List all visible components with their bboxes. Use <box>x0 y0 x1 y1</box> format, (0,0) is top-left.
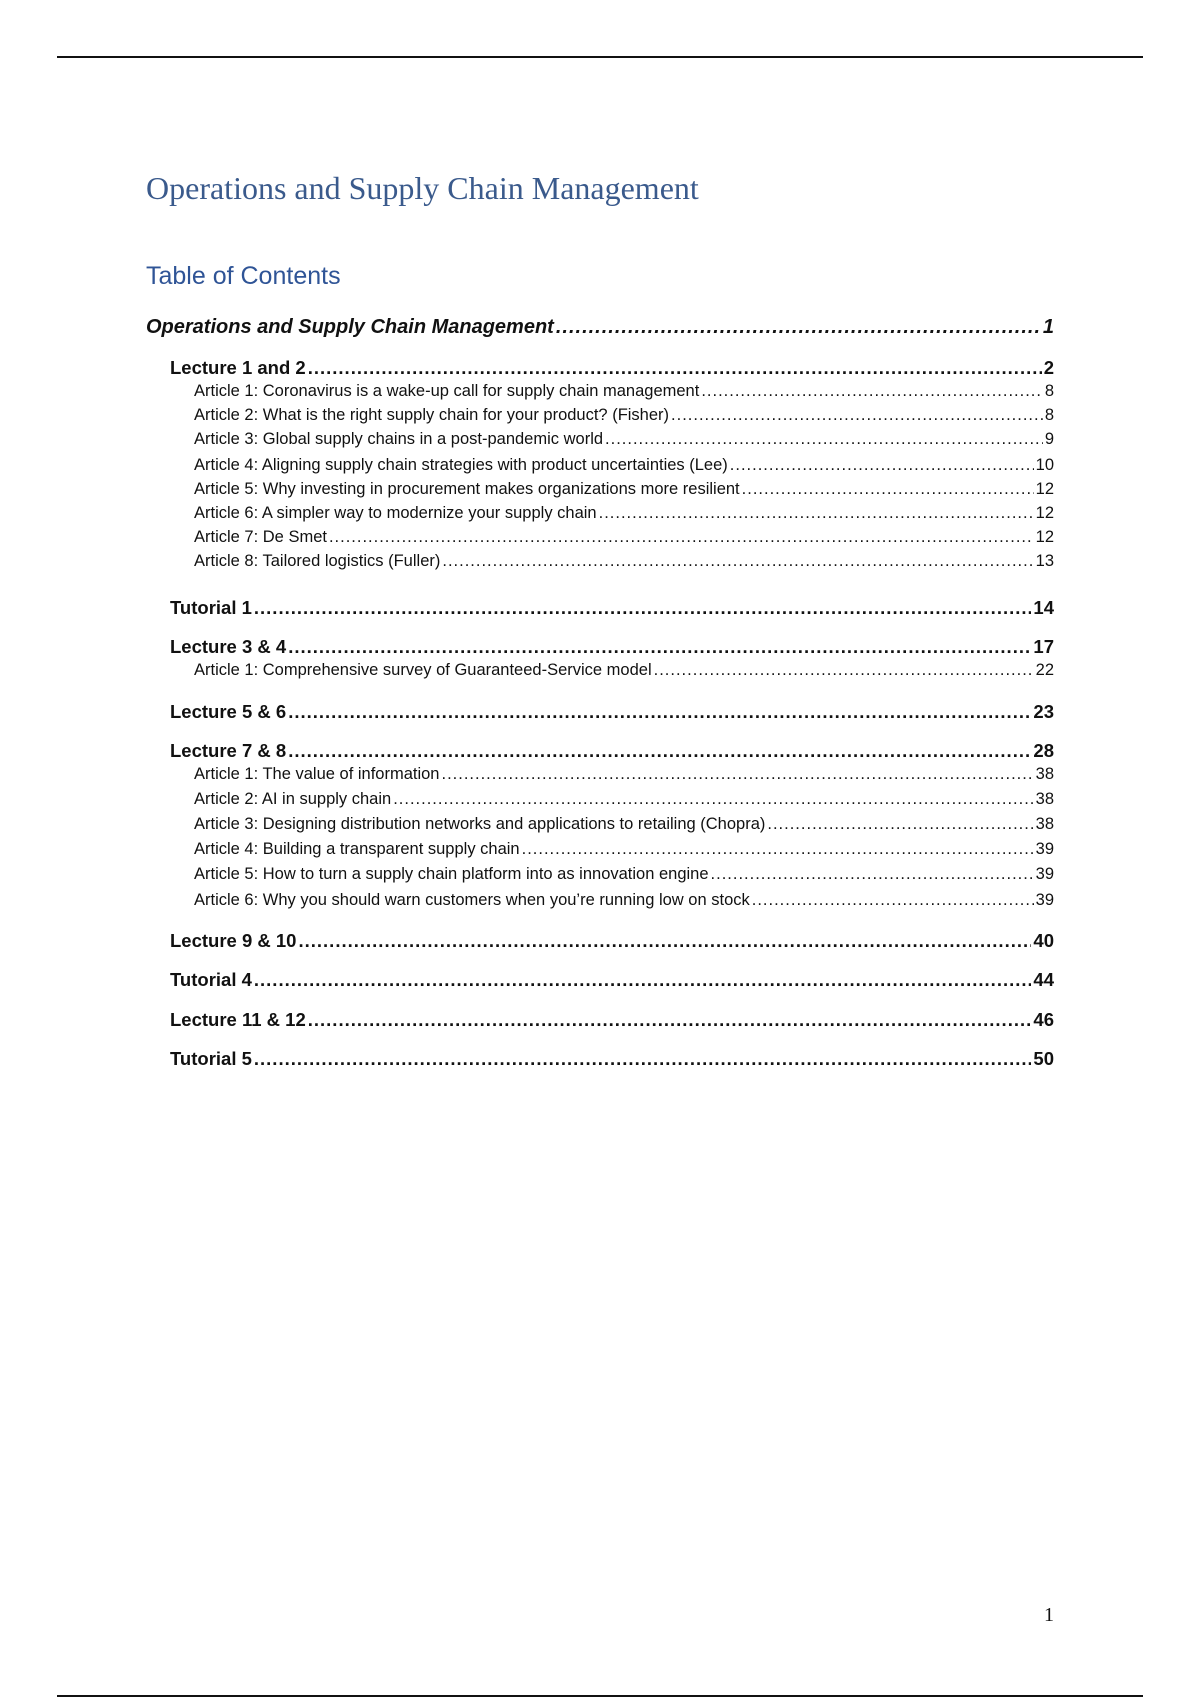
toc-entry-section[interactable] <box>170 597 1054 619</box>
toc-entry-section[interactable] <box>170 636 1054 658</box>
toc-entry-title: Lecture 5 & 6 <box>170 701 287 722</box>
toc-entry-title: Article 1: Comprehensive survey of Guaranteed-Service model <box>194 661 652 679</box>
toc-entry-page: 39 <box>1035 865 1054 883</box>
dot-leader <box>254 1048 1032 1070</box>
toc-entry-title: Lecture 9 & 10 <box>170 930 297 951</box>
toc-entry-page: 39 <box>1035 840 1054 858</box>
document-title: Operations and Supply Chain Management <box>146 170 699 206</box>
toc-entry-title: Article 2: AI in supply chain <box>194 790 392 808</box>
dot-leader <box>254 597 1032 619</box>
toc-entry-page: 10 <box>1035 456 1054 474</box>
toc-entry-page: 14 <box>1033 597 1054 618</box>
dot-leader <box>308 1009 1032 1031</box>
dot-leader <box>752 891 1034 910</box>
toc-entry-article[interactable] <box>194 382 1054 401</box>
toc-entry-section[interactable] <box>170 701 1054 723</box>
dot-leader <box>605 430 1043 449</box>
dot-leader <box>288 740 1031 762</box>
dot-leader <box>288 701 1031 723</box>
toc-entry-title: Article 8: Tailored logistics (Fuller) <box>194 552 441 570</box>
toc-entry-article[interactable] <box>194 552 1054 571</box>
dot-leader <box>329 528 1034 547</box>
toc-entry-title: Article 4: Building a transparent supply chain <box>194 840 520 858</box>
toc-entry-page: 38 <box>1035 815 1054 833</box>
toc-entry-page: 12 <box>1035 504 1054 522</box>
toc-entry-article[interactable] <box>194 456 1054 475</box>
dot-leader <box>556 316 1041 339</box>
toc-entry-page: 38 <box>1035 790 1054 808</box>
toc-entry-title: Article 1: Coronavirus is a wake-up call for supply chain management <box>194 382 700 400</box>
toc-entry-page: 12 <box>1035 480 1054 498</box>
toc-entry-article[interactable] <box>194 480 1054 499</box>
toc-entry-article[interactable] <box>194 528 1054 547</box>
toc-entry-page: 40 <box>1033 930 1054 951</box>
toc-entry-page: 1 <box>1042 316 1054 338</box>
dot-leader <box>393 790 1033 809</box>
toc-entry-page: 28 <box>1033 740 1054 761</box>
footer-rule <box>57 1695 1143 1697</box>
toc-entry-page: 46 <box>1033 1009 1054 1030</box>
toc-heading: Table of Contents <box>146 262 341 290</box>
dot-leader <box>254 969 1032 991</box>
dot-leader <box>442 765 1034 784</box>
dot-leader <box>442 552 1033 571</box>
toc-entry-page: 8 <box>1044 382 1054 400</box>
toc-entry-page: 50 <box>1033 1048 1054 1069</box>
toc-entry-title: Lecture 3 & 4 <box>170 636 287 657</box>
toc-entry-title: Tutorial 1 <box>170 597 252 618</box>
toc-entry-title: Article 4: Aligning supply chain strategies with product uncertainties (Lee) <box>194 456 728 474</box>
toc-entry-title: Operations and Supply Chain Management <box>146 316 554 338</box>
toc-entry-page: 44 <box>1033 969 1054 990</box>
dot-leader <box>522 840 1034 859</box>
dot-leader <box>308 357 1042 379</box>
toc-entry-section[interactable] <box>170 969 1054 991</box>
dot-leader <box>599 504 1034 523</box>
toc-entry-title: Lecture 7 & 8 <box>170 740 287 761</box>
toc-entry-page: 13 <box>1035 552 1054 570</box>
toc-entry-title: Article 1: The value of information <box>194 765 440 783</box>
toc-entry-title: Article 3: Global supply chains in a post-pandemic world <box>194 430 604 448</box>
toc-entry-title: Article 5: Why investing in procurement makes organizations more resilient <box>194 480 740 498</box>
toc-entry-title: Lecture 1 and 2 <box>170 357 306 378</box>
toc-entry-document[interactable] <box>146 316 1054 339</box>
toc-entry-page: 38 <box>1035 765 1054 783</box>
toc-entry-article[interactable] <box>194 430 1054 449</box>
toc-entry-section[interactable] <box>170 740 1054 762</box>
dot-leader <box>711 865 1034 884</box>
toc-entry-section[interactable] <box>170 357 1054 379</box>
toc-entry-title: Article 5: How to turn a supply chain platform into as innovation engine <box>194 865 709 883</box>
toc-entry-page: 17 <box>1033 636 1054 657</box>
toc-entry-section[interactable] <box>170 1048 1054 1070</box>
dot-leader <box>742 480 1034 499</box>
toc-entry-article[interactable] <box>194 661 1054 680</box>
dot-leader <box>767 815 1033 834</box>
toc-entry-title: Article 7: De Smet <box>194 528 327 546</box>
dot-leader <box>671 406 1043 425</box>
toc-entry-page: 22 <box>1035 661 1054 679</box>
dot-leader <box>654 661 1034 680</box>
toc-entry-article[interactable] <box>194 765 1054 784</box>
dot-leader <box>730 456 1034 475</box>
toc-entry-title: Tutorial 4 <box>170 969 252 990</box>
toc-entry-article[interactable] <box>194 790 1054 809</box>
toc-entry-title: Lecture 11 & 12 <box>170 1009 306 1030</box>
toc-entry-article[interactable] <box>194 406 1054 425</box>
toc-entry-title: Article 6: Why you should warn customers when you’re running low on stock <box>194 891 750 909</box>
toc-entry-section[interactable] <box>170 930 1054 952</box>
dot-leader <box>298 930 1031 952</box>
toc-entry-page: 9 <box>1044 430 1054 448</box>
toc-entry-page: 12 <box>1035 528 1054 546</box>
toc-entry-title: Article 6: A simpler way to modernize your supply chain <box>194 504 597 522</box>
dot-leader <box>701 382 1042 401</box>
toc-entry-page: 8 <box>1044 406 1054 424</box>
toc-entry-article[interactable] <box>194 504 1054 523</box>
toc-entry-page: 2 <box>1043 357 1054 378</box>
toc-entry-title: Article 2: What is the right supply chain for your product? (Fisher) <box>194 406 670 424</box>
toc-entry-page: 23 <box>1033 701 1054 722</box>
page-number: 1 <box>1044 1604 1054 1626</box>
toc-entry-section[interactable] <box>170 1009 1054 1031</box>
toc-entry-title: Tutorial 5 <box>170 1048 252 1069</box>
toc-entry-article[interactable] <box>194 891 1054 910</box>
toc-entry-article[interactable] <box>194 865 1054 884</box>
dot-leader <box>288 636 1031 658</box>
toc-entry-article[interactable] <box>194 815 1054 834</box>
toc-entry-title: Article 3: Designing distribution networks and applications to retailing (Chopra) <box>194 815 766 833</box>
toc-entry-article[interactable] <box>194 840 1054 859</box>
toc-entry-page: 39 <box>1035 891 1054 909</box>
